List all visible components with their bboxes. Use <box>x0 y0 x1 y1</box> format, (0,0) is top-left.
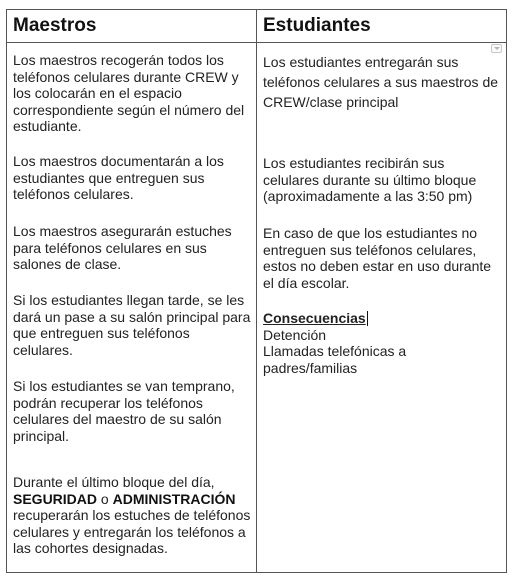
administration-label: ADMINISTRACIÓN <box>112 490 236 507</box>
security-label: SEGURIDAD <box>13 490 98 507</box>
consequences-title[interactable]: Consecuencias <box>263 310 366 326</box>
teachers-paragraph-1: Los maestros recogerán todos los teléfonos celulares durante CREW y los colocarán en el espacio correspondiente según el número del estudiante. <box>13 52 245 134</box>
consequence-item: Detención <box>263 326 327 343</box>
teachers-paragraph-6 <box>13 474 253 557</box>
teachers-p6-connector: o <box>100 490 109 507</box>
consequences-block <box>263 310 503 376</box>
teachers-p6-prefix: Durante el último bloque del día, <box>13 474 215 490</box>
teachers-paragraph-2: Los maestros documentarán a los estudiantes que entreguen sus teléfonos celulares. <box>13 153 224 202</box>
column-divider <box>256 10 257 572</box>
consequence-item: Llamadas telefónicas a padres/familias <box>263 343 407 376</box>
teachers-paragraph-5: Si los estudiantes se van temprano, podrán recuperar los teléfonos celulares del maestro de su salón principal. <box>13 378 235 444</box>
students-paragraph-1: Los estudiantes entregarán sus teléfonos celulares a sus maestros de CREW/clase principal <box>263 54 499 110</box>
students-header: Estudiantes <box>263 15 371 36</box>
teachers-paragraph-4: Si los estudiantes llegan tarde, se les dará un pase a su salón principal para que entreguen sus teléfonos celulares. <box>13 292 251 358</box>
students-paragraph-2: Los estudiantes recibirán sus celulares durante su último bloque (aproximadamente a las 3:50 pm) <box>263 155 477 204</box>
teachers-paragraph-3: Los maestros asegurarán estuches para teléfonos celulares en sus salones de clase. <box>13 223 232 272</box>
students-paragraph-3: En caso de que los estudiantes no entreguen sus teléfonos celulares, estos no deben estar en uso durante el día escolar. <box>263 225 492 291</box>
teachers-p6-rest: recuperarán los estuches de teléfonos celulares y entregarán los teléfonos a las cohortes designadas. <box>13 507 251 556</box>
policy-table <box>6 9 507 573</box>
teachers-header: Maestros <box>13 15 97 36</box>
